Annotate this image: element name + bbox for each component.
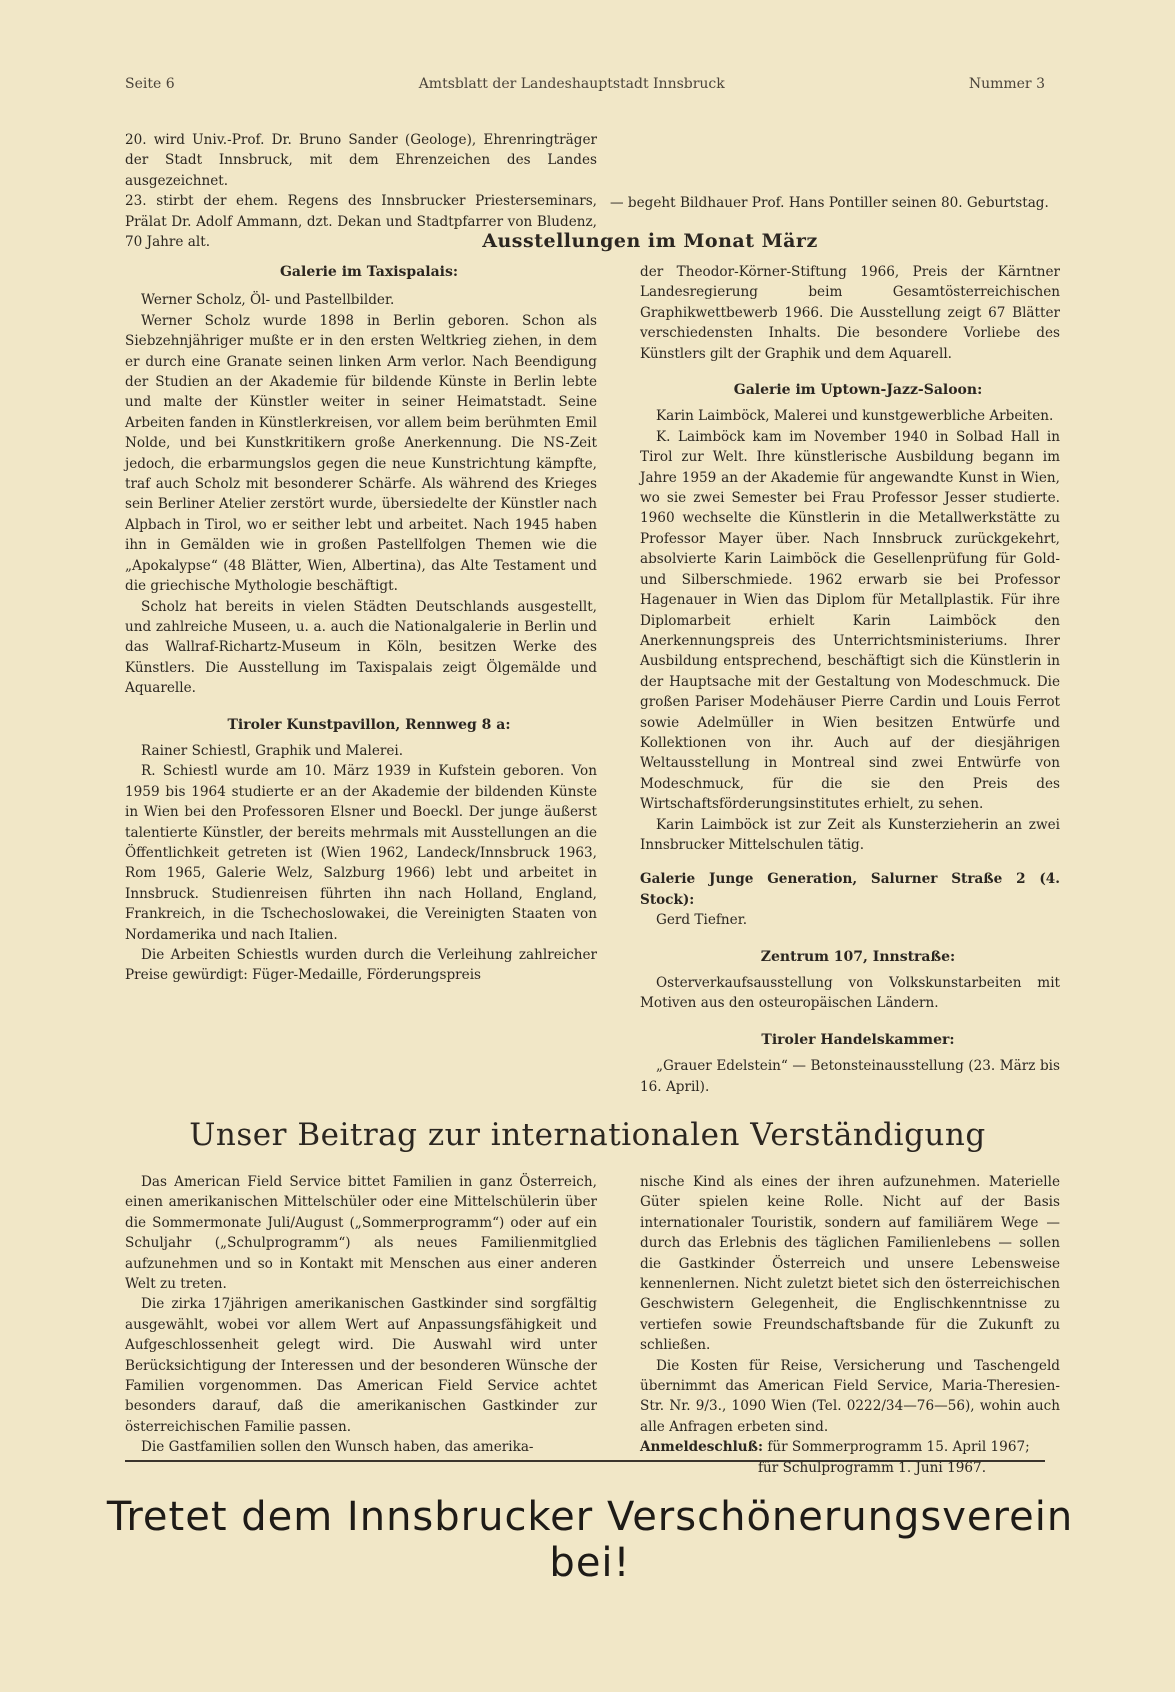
zentrum-text: Osterverkaufsausstellung von Volkskunstarbeiten mit Motiven aus den osteuropäischen Ländern. <box>640 975 1060 1012</box>
chronicle-right <box>610 193 1050 213</box>
uptown-paragraph: K. Laimböck kam im November 1940 in Solbad Hall in Tirol zur Welt. Ihre künstlerische Ausbildung begann im Jahre 1959 an der Akademie für angewandte Kunst in Wien, wo sie zwei Semester bei Frau Professor Jesser studierte. 1960 wechselte die Künstlerin in die Metallwerkstätte zu Professor Mayer über. Nach Innsbruck zurückgekehrt, absolvierte Karin Laimböck die Gesellenprüfung für Gold- und Silberschmiede. 1962 erwarb sie bei Professor Hagenauer in Wien das Diplom für Metallplastik. Für ihre Diplomarbeit erhielt Karin Laimböck den Anerkennungspreis des Unterrichtsministeriums. Ihrer Ausbildung entsprechend, beschäftigt sich die Künstlerin in der Hauptsache mit der Gestaltung von Modeschmuck. Die großen Pariser Modehäuser Pierre Cardin und Louis Ferrot sowie Adelmüller in Wien besitzen Entwürfe und Kollektionen von ihr. Auch auf der diesjährigen Weltausstellung in Montreal sind zwei Entwürfe von Modeschmuck, für die sie den Preis des Wirtschaftsförderungsinstitutes erhielt, zu sehen. <box>640 428 1060 813</box>
taxis-paragraph: Werner Scholz wurde 1898 in Berlin geboren. Schon als Siebzehnjähriger mußte er in den ersten Weltkrieg ziehen, in dem er durch eine Granate seinen linken Arm verlor. Nach Beendigung der Studien an der Akademie für bildende Künste in Berlin lebte und malte der Künstler weiter in seiner Heimatstadt. Seine Arbeiten fanden in Künstlerkreisen, vor allem beim berühmten Emil Nolde, und bei Kunstkritikern große Anerkennung. Die NS-Zeit jedoch, die erbarmungslos gegen die neue Kunstrichtung kämpfte, traf auch Scholz mit besonderer Schärfe. Als während des Krieges sein Berliner Atelier zerstört wurde, übersiedelte der Künstler nach Alpbach in Tirol, wo er seither lebt und arbeitet. Nach 1945 haben ihn in Gemälden wie in großen Pastellfolgen Themen wie die „Apokalypse“ (48 Blätter, Wien, Albertina), das Alte Testament und die griechische Mythologie beschäftigt. <box>125 312 597 595</box>
page-header <box>125 76 1045 92</box>
taxis-paragraph: Scholz hat bereits in vielen Städten Deutschlands ausgestellt, und zahlreiche Museen, u. a. auch die Nationalgalerie in Berlin und das Wallraf-Richartz-Museum in Köln, besitzen Werke des Künstlers. Die Ausstellung im Taxispalais zeigt Ölgemälde und Aquarelle. <box>125 598 597 697</box>
kammer-heading: Tiroler Handelskammer: <box>761 1031 955 1048</box>
junge-lead: Gerd Tiefner. <box>656 912 748 929</box>
uptown-lead: Karin Laimböck, Malerei und kunstgewerbliche Arbeiten. <box>656 408 1054 425</box>
deadline-line <box>640 1437 1060 1457</box>
exhibitions-title: Ausstellungen im Monat März <box>482 230 818 252</box>
exhibitions-right-column <box>640 262 1060 1097</box>
pavillon-continuation: der Theodor-Körner-Stiftung 1966, Preis der Kärntner Landesregierung beim Gesamtösterreichischen Graphikwettbewerb 1966. Die Ausstellung zeigt 67 Blätter verschiedensten Inhalts. Die besondere Vorliebe des Künstlers gilt der Graphik und dem Aquarell. <box>640 264 1060 362</box>
deadline-label: Anmeldeschluß: <box>640 1439 763 1456</box>
article-paragraph: Die Gastfamilien sollen den Wunsch haben, das amerika- <box>141 1439 534 1456</box>
exhibitions-left-column <box>125 262 597 986</box>
publication-title: Amtsblatt der Landeshauptstadt Innsbruck <box>418 76 725 92</box>
kammer-text: „Grauer Edelstein“ — Betonsteinausstellung (23. März bis 16. April). <box>640 1058 1060 1095</box>
chronicle-entry: 20. wird Univ.-Prof. Dr. Bruno Sander (Geologe), Ehrenringträger der Stadt Innsbruck, mit dem Ehrenzeichen des Landes ausgezeichnet. <box>125 132 597 189</box>
pavillon-paragraph: Die Arbeiten Schiestls wurden durch die Verleihung zahlreicher Preise gewürdigt: Füger-Medaille, Förderungspreis <box>125 947 597 984</box>
banner-slogan: Tretet dem Innsbrucker Verschönerungsverein bei! <box>106 1494 1074 1586</box>
deadline-school: für Schulprogramm 1. Juni 1967. <box>758 1459 987 1476</box>
junge-heading: Galerie Junge Generation, Salurner Straße 2 (4. Stock): <box>640 871 1060 908</box>
chronicle-entry: 23. stirbt der ehem. Regens des Innsbrucker Priesterseminars, Prälat Dr. Adolf Ammann, dzt. Dekan und Stadtpfarrer von Bludenz, 70 Jahre alt. <box>125 193 597 251</box>
pavillon-heading: Tiroler Kunstpavillon, Rennweg 8 a: <box>227 716 511 733</box>
uptown-paragraph: Karin Laimböck ist zur Zeit als Kunsterzieherin an zwei Innsbrucker Mittelschulen tätig. <box>640 816 1060 853</box>
taxis-lead: Werner Scholz, Öl- und Pastellbilder. <box>141 292 395 309</box>
pavillon-lead: Rainer Schiestl, Graphik und Malerei. <box>141 742 404 759</box>
taxis-heading: Galerie im Taxispalais: <box>279 264 459 280</box>
divider-rule <box>125 1460 1045 1462</box>
issue-number: Nummer 3 <box>968 76 1045 92</box>
article-left-column <box>125 1172 597 1458</box>
chronicle-entry: — begeht Bildhauer Prof. Hans Pontiller seinen 80. Geburtstag. <box>610 195 1049 211</box>
article-paragraph: Das American Field Service bittet Familien in ganz Österreich, einen amerikanischen Mittelschüler oder eine Mittelschülerin über die Sommermonate Juli/August („Sommerprogramm“) oder auf ein Schuljahr („Schulprogramm“) als neues Familienmitglied aufzunehmen und so in Kontakt mit Menschen aus einer anderen Welt zu treten. <box>125 1174 597 1293</box>
article-title: Unser Beitrag zur internationalen Verständigung <box>189 1117 986 1153</box>
article-paragraph: Die Kosten für Reise, Versicherung und Taschengeld übernimmt das American Field Service, Maria-Theresien-Str. Nr. 9/3., 1090 Wien (Tel. 0222/34—76—56), wohin auch alle Anfragen erbeten sind. <box>640 1357 1060 1435</box>
article-paragraph: Die zirka 17jährigen amerikanischen Gastkinder sind sorgfältig ausgewählt, wobei vor allem Wert auf Anpassungsfähigkeit und Aufgeschlossenheit gelegt wird. Die Auswahl wird unter Berücksichtigung der Interessen und der besonderen Wünsche der Familien vorgenommen. Das American Field Service achtet besonders darauf, daß die amerikanischen Gastkinder zur österreichischen Familie passen. <box>125 1296 597 1435</box>
zentrum-heading: Zentrum 107, Innstraße: <box>760 948 956 965</box>
uptown-heading: Galerie im Uptown-Jazz-Saloon: <box>733 382 983 399</box>
article-right-column <box>640 1172 1060 1478</box>
deadline-summer: für Sommerprogramm 15. April 1967; <box>767 1439 1030 1456</box>
article-paragraph: nische Kind als eines der ihren aufzunehmen. Materielle Güter spielen keine Rolle. Nicht auf der Basis internationaler Touristik, sondern auf familiärem Wege — durch das Erlebnis des täglichen Familienlebens — sollen die Gastkinder Österreich und unsere Lebensweise kennenlernen. Nicht zuletzt bietet sich den österreichischen Geschwistern Gelegenheit, die Englischkenntnisse zu vertiefen sowie Freundschaftsbande für die Zukunft zu schließen. <box>640 1174 1060 1354</box>
pavillon-paragraph: R. Schiestl wurde am 10. März 1939 in Kufstein geboren. Von 1959 bis 1964 studierte er an der Akademie der bildenden Künste in Wien bei den Professoren Elsner und Boeckl. Der junge äußerst talentierte Künstler, der bereits mehrmals mit Ausstellungen an die Öffentlichkeit getreten ist (Wien 1962, Landeck/Innsbruck 1963, Rom 1965, Galerie Welz, Salzburg 1966) lebt und arbeitet in Innsbruck. Studienreisen führten ihn nach Holland, England, Frankreich, in die Tschechoslowakei, die Vereinigten Staaten von Nordamerika und nach Italien. <box>125 763 597 943</box>
page-number: Seite 6 <box>125 76 175 92</box>
